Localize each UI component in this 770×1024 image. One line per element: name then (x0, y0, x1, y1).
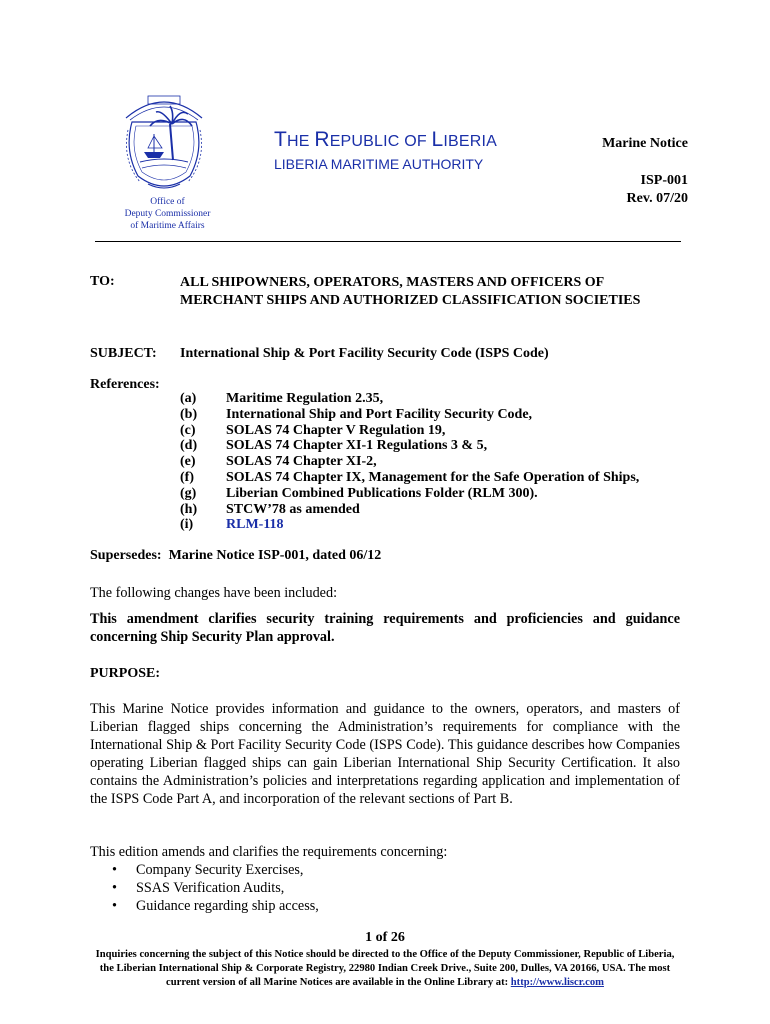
list-item: • SSAS Verification Audits, (112, 880, 285, 896)
purpose-heading: PURPOSE: (90, 666, 160, 681)
notice-number: ISP-001 (640, 173, 688, 188)
changes-intro: The following changes have been included: (90, 585, 338, 601)
supersedes: Supersedes: Marine Notice ISP-001, dated 06/12 (90, 548, 382, 563)
notice-id (627, 172, 688, 208)
office-line: Deputy Commissioner (124, 209, 211, 219)
authority-subtitle: LIBERIA MARITIME AUTHORITY (274, 156, 484, 172)
subject-text: International Ship & Port Facility Security Code (ISPS Code) (180, 346, 549, 361)
references-label: References: (90, 377, 160, 392)
reference-item: (i) RLM-118 (180, 517, 284, 533)
purpose-paragraph: This Marine Notice provides information and guidance to the owners, operators, and masters of Liberian flagged ships concerning the Administration’s requirements for compliance with the International Ship & Port Facility Security Code (ISPS Code). This guidance describes how Companies operating Liberian flagged ships can gain Liberian International Ship Security Certification. It also contains the Administration’s policies and interpretations regarding application and implementation of the ISPS Code Part A, and incorporation of the relevant sections of Part B. (90, 701, 680, 807)
office-line: Office of (150, 197, 185, 207)
reference-item: (b) International Ship and Port Facility Security Code, (180, 406, 533, 422)
subject-label: SUBJECT: (90, 346, 157, 361)
list-item: • Guidance regarding ship access, (112, 898, 319, 914)
reference-item: (h) STCW’78 as amended (180, 501, 360, 517)
office-label (100, 196, 235, 232)
amendment-summary: This amendment clarifies security training requirements and proficiencies and guidance concerning Ship Security Plan approval. (90, 611, 680, 645)
to-label: TO: (90, 274, 115, 289)
reference-item: (d) SOLAS 74 Chapter XI-1 Regulations 3 & 5, (180, 438, 488, 454)
list-item: • Company Security Exercises, (112, 862, 304, 878)
reference-item: (a) Maritime Regulation 2.35, (180, 391, 384, 406)
reference-item: (c) SOLAS 74 Chapter V Regulation 19, (180, 422, 446, 438)
changes-list (112, 861, 319, 915)
to-recipients: ALL SHIPOWNERS, OPERATORS, MASTERS AND OFFICERS OF MERCHANT SHIPS AND AUTHORIZED CLASSIFICATION SOCIETIES (180, 275, 641, 308)
reference-item: (g) Liberian Combined Publications Folder (RLM 300). (180, 485, 538, 501)
document-title: THE REPUBLIC OF LIBERIA (274, 128, 498, 151)
references-list (180, 391, 639, 533)
liscr-website-link[interactable]: http://www.liscr.com (510, 977, 604, 988)
footer-inquiries: Inquiries concerning the subject of this Notice should be directed to the Office of the Deputy Commissioner, Republic of Liberia, the Liberian International Ship & Corporate Registry, 22980 Indian Creek Drive., Suite 200, Dulles, VA 20166, USA. The most current version of all Marine Notices are available in the Online Library at: http://www.liscr.com (95, 949, 675, 988)
edition-intro: This edition amends and clarifies the requirements concerning: (90, 844, 448, 860)
liberia-maritime-seal-icon (118, 90, 210, 196)
reference-item: (e) SOLAS 74 Chapter XI-2, (180, 454, 377, 470)
notice-revision: Rev. 07/20 (626, 191, 688, 206)
notice-type: Marine Notice (602, 136, 688, 151)
rlm-118-link[interactable]: RLM-118 (226, 517, 284, 533)
reference-item: (f) SOLAS 74 Chapter IX, Management for the Safe Operation of Ships, (180, 469, 640, 485)
page-number: 1 of 26 (365, 930, 405, 945)
office-line: of Maritime Affairs (130, 221, 205, 231)
header-divider (95, 241, 681, 242)
